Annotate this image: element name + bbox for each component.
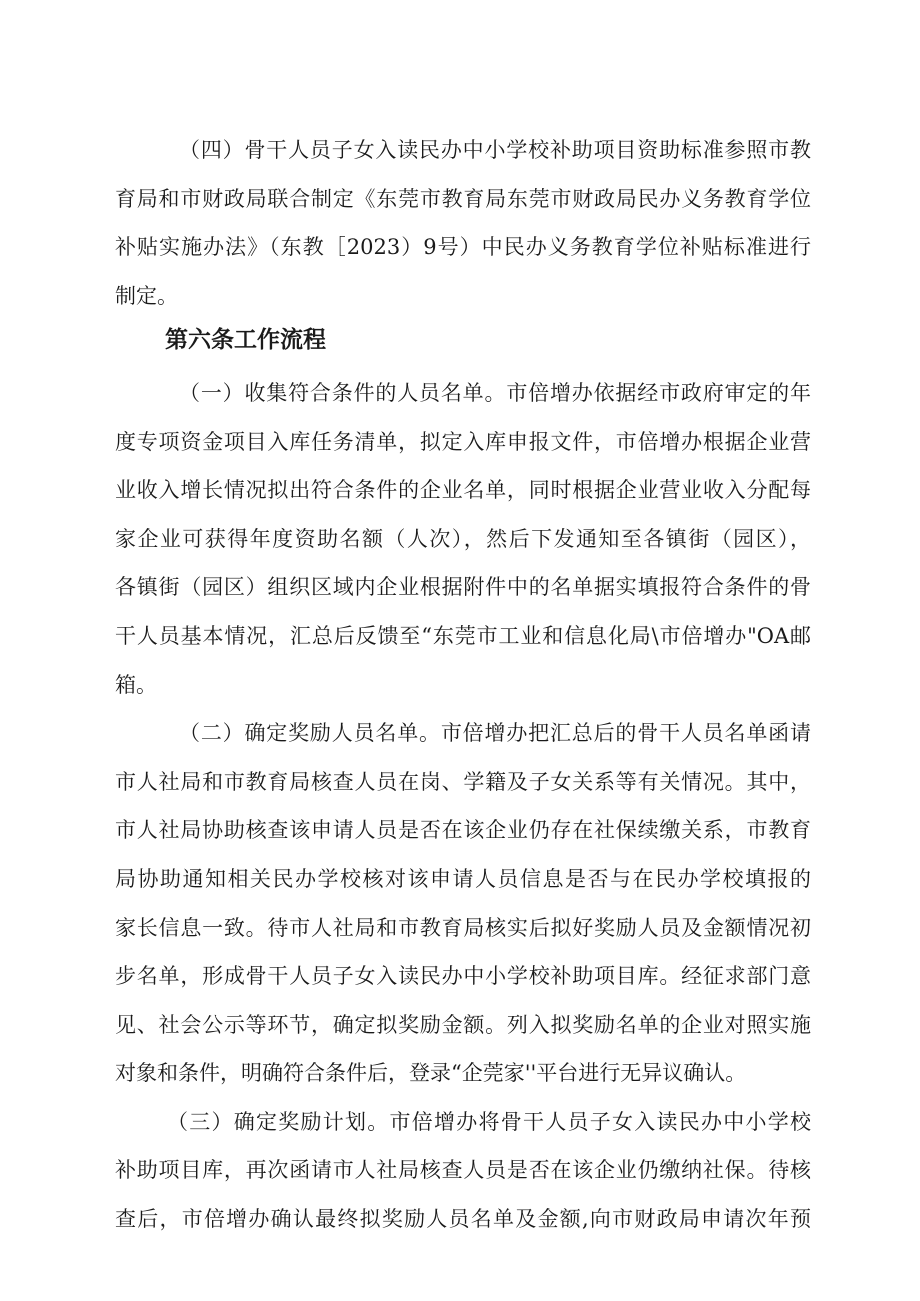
document-body xyxy=(115,138,811,1256)
text-line: 各镇街（园区）组织区域内企业根据附件中的名单据实填报符合条件的骨 xyxy=(115,575,811,600)
text-line: 见、社会公示等环节，确定拟奖励金额。列入拟奖励名单的企业对照实施 xyxy=(115,1012,811,1037)
paragraph-section-4 xyxy=(115,138,811,308)
text-line: 市人社局和市教育局核查人员在岗、学籍及子女关系等有关情况。其中， xyxy=(115,769,811,794)
paragraph-item-2 xyxy=(115,721,811,1085)
text-line: 业收入增长情况拟出符合条件的企业名单，同时根据企业营业收入分配每 xyxy=(115,478,811,503)
text-line: 家企业可获得年度资助名额（人次），然后下发通知至各镇街（园区）， xyxy=(115,526,811,551)
text-line: 补助项目库，再次函请市人社局核查人员是否在该企业仍缴纳社保。待核 xyxy=(115,1158,811,1183)
text-line: （四）骨干人员子女入读民办中小学校补助项目资助标准参照市教 xyxy=(179,138,811,162)
text-line: 市人社局协助核查该申请人员是否在该企业仍存在社保续缴关系，市教育 xyxy=(115,818,811,843)
text-line: 度专项资金项目入库任务清单，拟定入库申报文件，市倍增办根据企业营 xyxy=(115,429,811,454)
text-line: 对象和条件，明确符合条件后，登录“企莞家''平台进行无异议确认。 xyxy=(115,1061,747,1086)
text-line: （一）收集符合条件的人员名单。市倍增办依据经市政府审定的年 xyxy=(179,380,811,405)
text-line: 干人员基本情况，汇总后反馈至“东莞市工业和信息化局\市倍增办"OA邮 xyxy=(115,623,811,648)
text-line: 局协助通知相关民办学校核对该申请人员信息是否与在民办学校填报的 xyxy=(115,866,811,891)
paragraph-item-1 xyxy=(115,381,811,697)
text-line: 补贴实施办法》（东教［2023）9号）中民办义务教育学位补贴标准进行 xyxy=(115,235,811,260)
paragraph-item-3 xyxy=(115,1110,811,1231)
text-line: （三）确定奖励计划。市倍增办将骨干人员子女入读民办中小学校 xyxy=(167,1109,811,1134)
article-heading: 第六条工作流程 xyxy=(165,327,326,354)
text-line: 制定。 xyxy=(115,283,178,308)
text-line: 育局和市财政局联合制定《东莞市教育局东莞市财政局民办义务教育学位 xyxy=(115,186,811,211)
text-line: （二）确定奖励人员名单。市倍增办把汇总后的骨干人员名单函请 xyxy=(179,721,811,746)
text-line: 家长信息一致。待市人社局和市教育局核实后拟好奖励人员及金额情况初 xyxy=(115,915,811,940)
text-line: 查后，市倍增办确认最终拟奖励人员名单及金额,向市财政局申请次年预 xyxy=(115,1207,811,1232)
text-line: 箱。 xyxy=(115,672,157,697)
text-line: 步名单，形成骨干人员子女入读民办中小学校补助项目库。经征求部门意 xyxy=(115,964,811,989)
